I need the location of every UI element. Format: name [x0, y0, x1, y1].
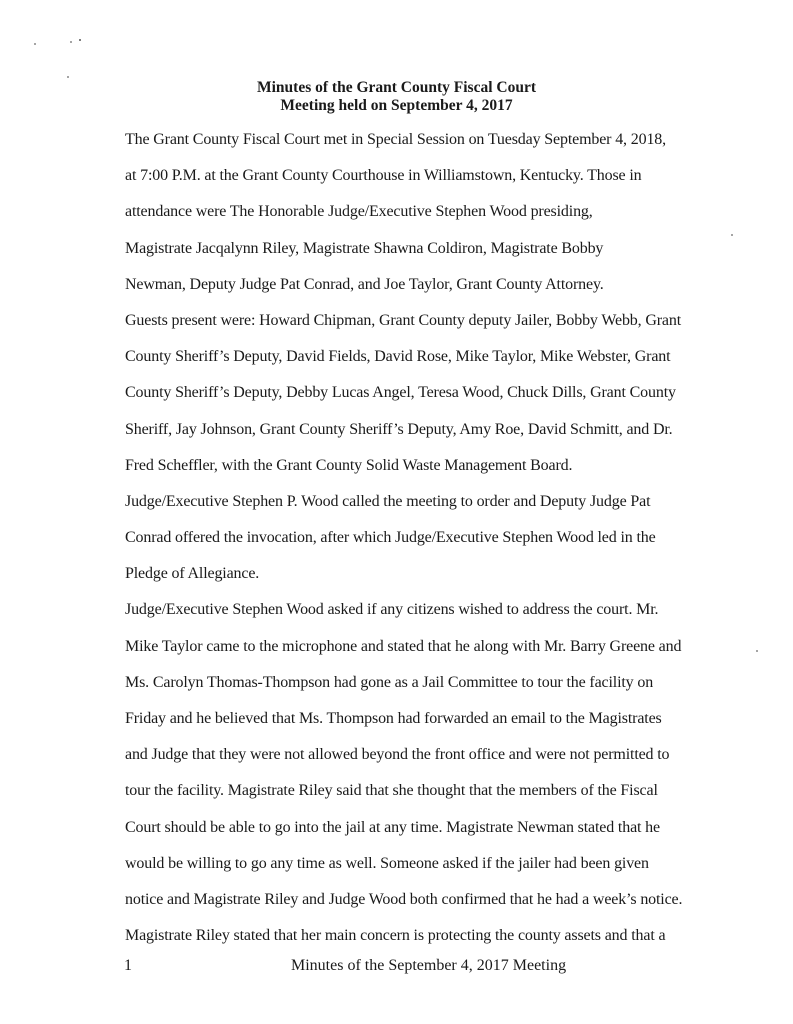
body-line: Judge/Executive Stephen Wood asked if any citizens wished to address the court. Mr.	[125, 601, 659, 619]
body-line: notice and Magistrate Riley and Judge Wood both confirmed that he had a week’s notice.	[125, 890, 683, 908]
body-line: County Sheriff’s Deputy, Debby Lucas Angel, Teresa Wood, Chuck Dills, Grant County	[125, 384, 676, 402]
body-line: Magistrate Jacqalynn Riley, Magistrate Shawna Coldiron, Magistrate Bobby	[125, 239, 604, 257]
body-line: Fred Scheffler, with the Grant County Solid Waste Management Board.	[125, 456, 573, 474]
body-line: tour the facility. Magistrate Riley said that she thought that the members of the Fiscal	[125, 782, 658, 800]
body-line: Sheriff, Jay Johnson, Grant County Sheriff’s Deputy, Amy Roe, David Schmitt, and Dr.	[125, 420, 673, 438]
body-line: attendance were The Honorable Judge/Executive Stephen Wood presiding,	[125, 203, 593, 221]
body-line: County Sheriff’s Deputy, David Fields, David Rose, Mike Taylor, Mike Webster, Grant	[125, 348, 671, 366]
body-line: Pledge of Allegiance.	[125, 565, 260, 583]
body-line: Mike Taylor came to the microphone and stated that he along with Mr. Barry Greene and	[125, 637, 682, 655]
body-line: Friday and he believed that Ms. Thompson had forwarded an email to the Magistrates	[125, 710, 662, 727]
body-line: and Judge that they were not allowed beyond the front office and were not permitted to	[125, 746, 670, 764]
scan-speck	[34, 43, 36, 45]
body-line: at 7:00 P.M. at the Grant County Courthouse in Williamstown, Kentucky. Those in	[125, 167, 642, 185]
scan-speck	[79, 39, 81, 41]
footer-title: Minutes of the September 4, 2017 Meeting	[291, 957, 567, 974]
body-line: would be willing to go any time as well. Someone asked if the jailer had been given	[125, 854, 649, 872]
body-line: Conrad offered the invocation, after which Judge/Executive Stephen Wood led in the	[125, 529, 656, 547]
body-line: Magistrate Riley stated that her main concern is protecting the county assets and that a	[125, 927, 666, 945]
body-line: Newman, Deputy Judge Pat Conrad, and Joe Taylor, Grant County Attorney.	[125, 275, 604, 293]
body-line: The Grant County Fiscal Court met in Special Session on Tuesday September 4, 2018,	[125, 131, 666, 148]
page-number: 1	[124, 957, 132, 974]
body-line: Judge/Executive Stephen P. Wood called the meeting to order and Deputy Judge Pat	[125, 492, 651, 510]
body-line: Court should be able to go into the jail at any time. Magistrate Newman stated that he	[125, 818, 660, 836]
body-line: Guests present were: Howard Chipman, Grant County deputy Jailer, Bobby Webb, Grant	[125, 311, 682, 329]
scan-speck	[70, 41, 72, 43]
body-line: Ms. Carolyn Thomas-Thompson had gone as a Jail Committee to tour the facility on	[125, 673, 654, 691]
document-subtitle: Meeting held on September 4, 2017	[280, 97, 513, 114]
document-title: Minutes of the Grant County Fiscal Court	[257, 79, 536, 96]
scan-speck	[67, 76, 69, 78]
document-body	[125, 122, 765, 954]
